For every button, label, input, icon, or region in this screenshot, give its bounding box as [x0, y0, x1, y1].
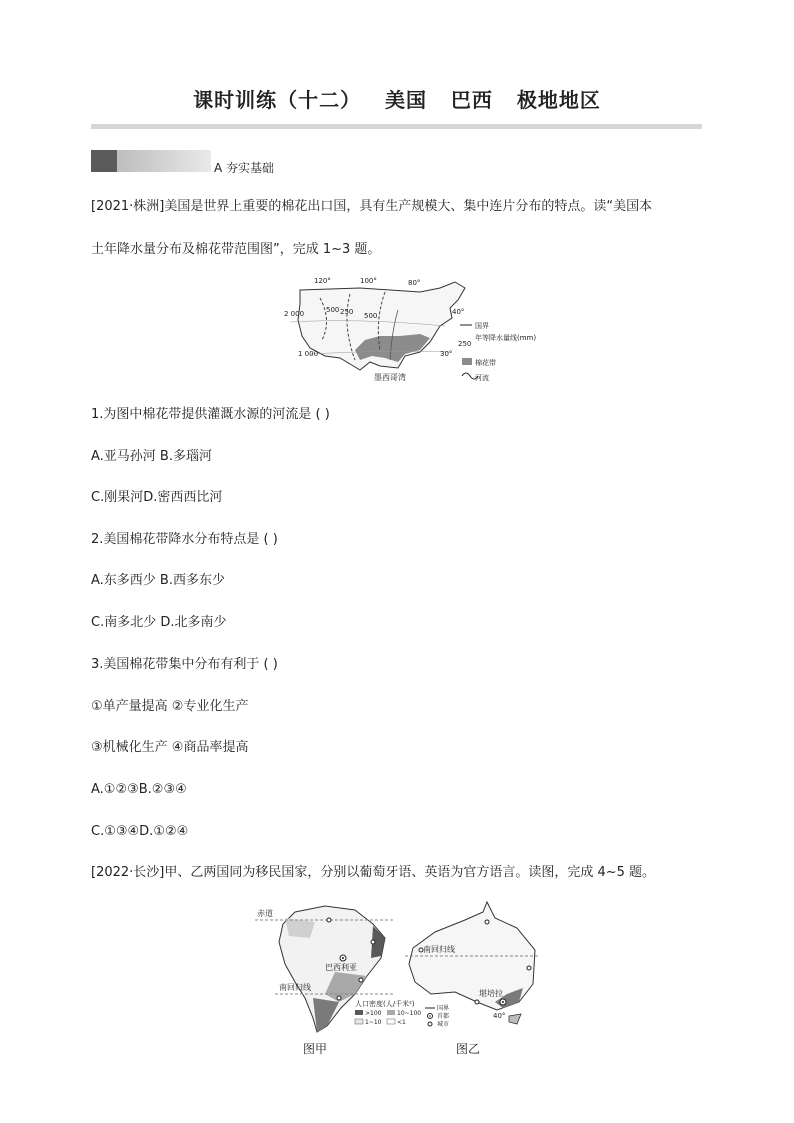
tropic-label-b: 南回归线 [423, 945, 455, 954]
q1-option-line2: C.刚果河D.密西西比河 [91, 490, 223, 505]
legend2-title: 人口密度(人/千米²) [355, 1000, 415, 1008]
legend-cotton-swatch [462, 358, 472, 365]
section-bar-dark [91, 150, 117, 172]
equator-label: 赤道 [257, 909, 273, 918]
section-header-bar [91, 150, 211, 172]
isohyet-label-250: 250 [340, 308, 354, 316]
q1-stem: 1.为图中棉花带提供灌溉水源的河流是 ( ) [91, 407, 330, 422]
fig-b-caption: 图乙 [456, 1042, 481, 1056]
q1-option-line1: A.亚马孙河 B.多瑙河 [91, 449, 212, 464]
brasilia-label: 巴西利亚 [325, 963, 357, 972]
legend2-item-4: <1 [397, 1019, 406, 1026]
isohyet-label-500a: 500 [326, 306, 340, 314]
lon-120: 120° [314, 277, 331, 285]
legend-border: 国界 [475, 322, 489, 330]
canberra-label: 堪培拉 [479, 989, 503, 998]
legend2-item-3: 1~10 [365, 1019, 382, 1026]
q2-stem: 2.美国棉花带降水分布特点是 ( ) [91, 532, 278, 547]
lon-80: 80° [408, 279, 421, 287]
fig-a-caption: 图甲 [303, 1042, 328, 1056]
legend2-city: 城市 [437, 1021, 450, 1028]
title-divider [91, 124, 702, 129]
legend2-swatch-3 [355, 1019, 363, 1024]
lat-40: 40° [452, 308, 465, 316]
section-bar-light [117, 150, 211, 172]
legend2-item-1: >100 [365, 1010, 382, 1017]
isohyet-label-500b: 500 [364, 312, 378, 320]
intro1-line1: [2021·株洲]美国是世界上重要的棉花出口国，具有生产规模大、集中连片分布的特点。读“美国本 [91, 199, 653, 214]
lon-100: 100° [360, 277, 377, 285]
q2-option-line2: C.南多北少 D.北多南少 [91, 615, 227, 630]
legend2-border: 国界 [437, 1005, 450, 1012]
legend2-swatch-2 [387, 1010, 395, 1015]
q2-option-line1: A.东多西少 B.西多东少 [91, 573, 225, 588]
q3-item-line1: ①单产量提高 ②专业化生产 [91, 699, 249, 714]
q3-option-line1: A.①②③B.②③④ [91, 782, 187, 797]
gulf-label: 墨西哥湾 [374, 373, 406, 382]
legend-river: 河流 [475, 374, 489, 382]
q3-item-line2: ③机械化生产 ④商品率提高 [91, 740, 249, 755]
section-label: A 夯实基础 [214, 161, 275, 175]
legend2-swatch-1 [355, 1010, 363, 1015]
legend2-capital: 首都 [437, 1013, 450, 1020]
legend-isohyet: 年等降水量线(mm) [475, 334, 537, 342]
legend-cotton: 棉花带 [475, 359, 496, 367]
q3-option-line2: C.①③④D.①②④ [91, 824, 189, 839]
lat-30: 30° [440, 350, 453, 358]
legend-isohyet-value: 250 [458, 340, 472, 348]
q3-stem: 3.美国棉花带集中分布有利于 ( ) [91, 657, 278, 672]
tropic-label-a: 南回归线 [279, 983, 311, 992]
intro2: [2022·长沙]甲、乙两国同为移民国家，分别以葡萄牙语、英语为官方语言。读图，完成 4~5 题。 [91, 865, 656, 880]
brazil-australia-map [255, 898, 545, 1056]
lat40-label: 40° [493, 1012, 506, 1020]
isohyet-label-1000: 1 000 [298, 350, 319, 358]
intro1-line2: 土年降水量分布及棉花带范围图”，完成 1~3 题。 [91, 242, 381, 257]
usa-cotton-map [280, 270, 537, 388]
legend2-swatch-4 [387, 1019, 395, 1024]
isohyet-label-2000: 2 000 [284, 310, 305, 318]
page-title: 课时训练（十二） 美国 巴西 极地地区 [193, 88, 601, 112]
legend2-item-2: 10~100 [397, 1010, 422, 1017]
